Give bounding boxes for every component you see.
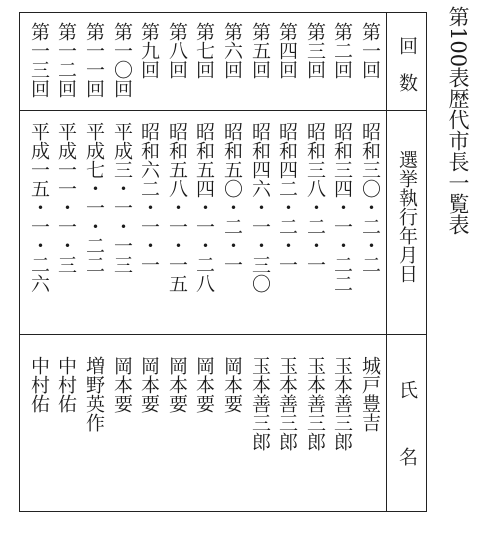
table-title-text: 歴代市長一覧表	[446, 88, 470, 236]
row-3-date: 昭和三八・二・一	[304, 122, 326, 274]
row-1-name: 城戸豊吉	[359, 356, 381, 432]
row-3-times: 第三回	[304, 22, 326, 79]
row-12-date: 平成一一・一・三	[55, 122, 77, 274]
row-8-name: 岡本要	[166, 356, 188, 413]
row-7-times: 第七回	[193, 22, 215, 79]
row-3-name: 玉本善三郎	[304, 356, 326, 451]
row-13-times: 第一三回	[28, 22, 50, 98]
row-8-date: 昭和五八・一・一五	[166, 122, 188, 293]
table-title	[438, 6, 478, 306]
row-4-times: 第四回	[276, 22, 298, 79]
row-10-date: 平成三・一・一三	[111, 122, 133, 274]
row-13-date: 平成一五・一・二六	[28, 122, 50, 293]
row-4-name: 玉本善三郎	[276, 356, 298, 451]
row-5-name: 玉本善三郎	[249, 356, 271, 451]
header-times: 回数	[396, 36, 418, 110]
row-2-date: 昭和三四・一・二二	[331, 122, 353, 293]
row-6-times: 第六回	[221, 22, 243, 79]
row-5-date: 昭和四六・一・三〇	[249, 122, 271, 293]
row-2-name: 玉本善三郎	[331, 356, 353, 451]
row-10-times: 第一〇回	[111, 22, 133, 98]
header-name: 氏名	[396, 380, 418, 514]
row-12-name: 中村佑	[55, 356, 77, 413]
row-6-name: 岡本要	[221, 356, 243, 413]
row-divider-2	[19, 334, 427, 335]
row-10-name: 岡本要	[111, 356, 133, 413]
row-5-times: 第五回	[249, 22, 271, 79]
row-7-name: 岡本要	[193, 356, 215, 413]
row-divider-1	[19, 110, 427, 111]
row-11-date: 平成七・一・二二	[83, 122, 105, 274]
row-7-date: 昭和五四・一・二八	[193, 122, 215, 293]
table-number: 第100表	[446, 6, 470, 89]
row-9-times: 第九回	[138, 22, 160, 79]
row-9-name: 岡本要	[138, 356, 160, 413]
row-9-date: 昭和六二・一・一	[138, 122, 160, 274]
row-11-name: 増野英作	[83, 356, 105, 432]
row-13-name: 中村佑	[28, 356, 50, 413]
header-divider	[386, 12, 387, 512]
header-date: 選挙執行年月日	[396, 150, 418, 283]
row-2-times: 第二回	[331, 22, 353, 79]
row-12-times: 第一二回	[55, 22, 77, 98]
row-6-date: 昭和五〇・二・一	[221, 122, 243, 274]
row-1-date: 昭和三〇・二・二	[359, 122, 381, 274]
row-4-date: 昭和四二・二・一	[276, 122, 298, 274]
row-8-times: 第八回	[166, 22, 188, 79]
row-11-times: 第一一回	[83, 22, 105, 98]
row-1-times: 第一回	[359, 22, 381, 79]
